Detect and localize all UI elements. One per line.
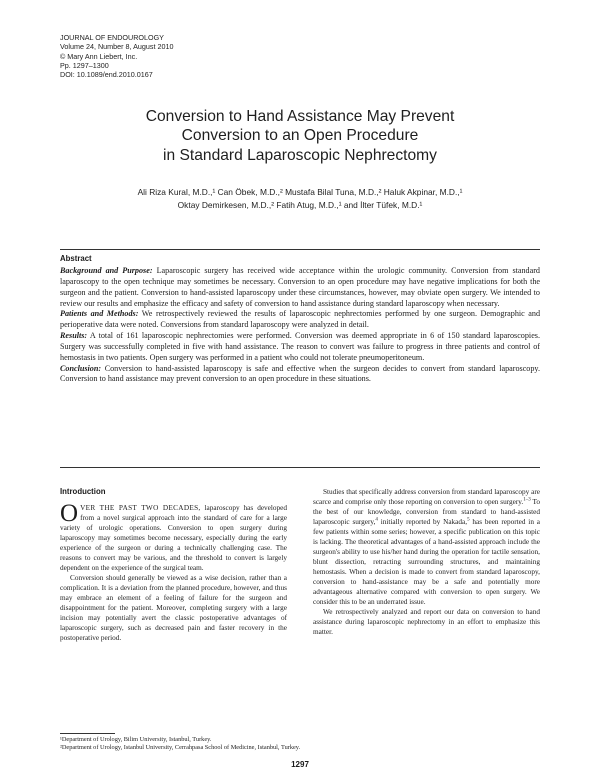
author-list [60, 186, 540, 213]
background-label: Background and Purpose: [60, 266, 153, 275]
abstract-body [60, 266, 540, 385]
p3-text-b: To the best of our knowledge, conversion from standard to hand-assisted laparoscopic surgery, [313, 498, 540, 526]
footnote-2: ²Department of Urology, Istanbul University, Cerrahpasa School of Medicine, Istanbul, Turkey. [60, 744, 301, 752]
paper-title [60, 107, 540, 165]
left-column [60, 500, 287, 643]
abstract-bottom-rule [60, 467, 540, 468]
background-text: Laparoscopic surgery has received wide acceptance within the urologic community. Conversion from standard laparoscopy to the open technique may sometimes be necessary. Conversion to an open procedure may have negative implications for both the surgeon and the patient. Conversion to hand-assisted laparoscopy under these circumstances, however, may obviate open surgery. We intended to review our results and emphasize the efficacy and safety of conversion to hand assistance during standard laparoscopy when necessary. [60, 266, 540, 308]
footnote-rule [60, 733, 115, 734]
small-caps-opening: VER THE PAST TWO DECADES, [80, 504, 201, 512]
right-column [313, 487, 540, 637]
abstract-heading: Abstract [60, 254, 92, 263]
journal-volume: Volume 24, Number 8, August 2010 [60, 42, 174, 52]
introduction-heading: Introduction [60, 487, 106, 496]
title-line-2: Conversion to an Open Procedure [181, 127, 419, 145]
results-text: A total of 161 laparoscopic nephrectomies were performed. Conversion was deemed appropriate in 6 of 150 standard laparoscopies. Surgery was successfully completed in five with hand assistance. The reason to convert was failure to progress in three patients and control of hemostasis in two patients. Open surgery was performed in a patient who could not tolerate pneumoperitoneum. [60, 331, 540, 362]
citation-5: 5 [467, 517, 470, 523]
journal-name: JOURNAL OF ENDOUROLOGY [60, 33, 164, 42]
abstract-background [60, 266, 540, 309]
abstract-conclusion [60, 364, 540, 386]
drop-cap: O [60, 500, 79, 527]
intro-p1-text: laparoscopy has developed from a novel surgical approach into the standard of care for a large variety of urologic operations. Conversion to open surgery during laparoscopy may sometimes become necessary, especially during the early experience of the surgeon or during a technically challenging case. The reasons to convert may be various, and the threshold to convert is largely dependent on the experience of the surgical team. [60, 504, 287, 572]
p3-text-c: initially reported by Nakada, [377, 518, 468, 526]
abstract-methods [60, 309, 540, 331]
title-line-1: Conversion to Hand Assistance May Prevent [145, 108, 455, 125]
page-number: 1297 [291, 760, 309, 769]
authors-line-2: Oktay Demirkesen, M.D.,² Fatih Atug, M.D.,¹ and İlter Tüfek, M.D.¹ [177, 200, 423, 211]
abstract-results [60, 331, 540, 364]
journal-copyright: © Mary Ann Liebert, Inc. [60, 51, 138, 61]
intro-paragraph-2: Conversion should generally be viewed as a wise decision, rather than a complication. It is a deviation from the planned procedure, however, and thus may embrace an element of a feeling of failure for the surgeon and disappointment for the patient. Moreover, completing surgery with a large incision may potentially avert the classic postoperative advantages of laparoscopic surgery, such as decreased pain and faster recovery in the postoperative period. [60, 574, 287, 642]
methods-label: Patients and Methods: [60, 309, 139, 319]
citation-1-3: 1–3 [523, 497, 531, 503]
intro-paragraph-3 [313, 487, 540, 607]
intro-paragraph-4: We retrospectively analyzed and report our data on conversion to hand assistance during laparoscopic nephrectomy in an effort to emphasize this matter. [313, 608, 540, 636]
p3-text-d: has been reported in a few patients within some series; however, a specific publication on this topic is lacking. The theoretical advantages of a hand-assisted approach include the surgeon's ability to use his/her hand during the operation for tactile sensation, blunt dissection, retracting surrounding structures, and maintaining hemostasis. When a decision is made to convert from standard laparoscopy, conversion to hand-assistance may be a safe and potentially more advantageous alternative compared with conversion to open surgery. We consider this to be an underrated issue. [313, 518, 540, 606]
intro-paragraph-1 [60, 500, 287, 573]
authors-line-1: Ali Riza Kural, M.D.,¹ Can Öbek, M.D.,² Mustafa Bilal Tuna, M.D.,² Haluk Akpinar, M.D.,¹ [137, 187, 463, 197]
title-line-3: in Standard Laparoscopic Nephrectomy [163, 146, 437, 164]
citation-4: 4 [375, 517, 378, 523]
conclusion-label: Conclusion: [60, 363, 102, 373]
journal-doi: DOI: 10.1089/end.2010.0167 [60, 70, 153, 80]
conclusion-text: Conversion to hand-assisted laparoscopy is safe and effective when the surgeon decides to convert from standard laparoscopy. Conversion to hand assistance may prevent conversion to an open procedure in these situations. [60, 363, 540, 384]
results-label: Results: [60, 331, 88, 341]
footnote-1: ¹Department of Urology, Bilim University, Istanbul, Turkey. [60, 736, 212, 743]
footnotes [60, 736, 300, 753]
journal-pages: Pp. 1297–1300 [60, 60, 109, 70]
p3-text-a: Studies that specifically address conversion from standard laparoscopy are scarce and comprise only those reporting on conversion to open surgery. [313, 488, 540, 506]
methods-text: We retrospectively reviewed the results of laparoscopic nephrectomies performed by one surgeon. Demographic and perioperative data were noted. Conversions from standard laparoscopy were analyzed in detail. [60, 309, 541, 330]
journal-header [60, 33, 173, 79]
abstract-top-rule [60, 249, 540, 250]
